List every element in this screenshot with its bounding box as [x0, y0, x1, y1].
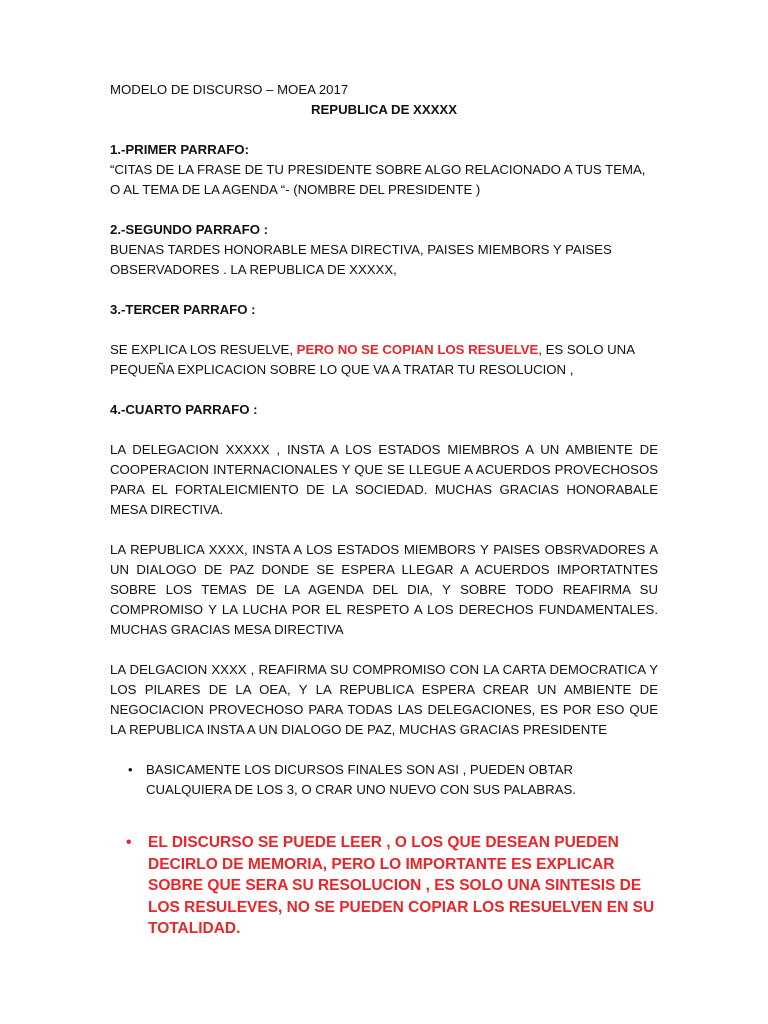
note-text-2: EL DISCURSO SE PUEDE LEER , O LOS QUE DESEAN PUEDEN DECIRLO DE MEMORIA, PERO LO IMPORTANTE ES EXPLICAR SOBRE QUE SERA SU RESOLUCION , ES SOLO UNA SINTESIS DE LOS RESULEVES, NO SE PUEDEN COPIAR LOS RESUELVEN EN SU TOTALIDAD. — [148, 834, 655, 937]
spacer — [110, 200, 658, 220]
spacer — [110, 320, 658, 340]
speech-option-3: LA DELGACION XXXX , REAFIRMA SU COMPROMISO CON LA CARTA DEMOCRATICA Y LOS PILARES DE LA OEA, Y LA REPUBLICA ESPERA CREAR UN AMBIENTE DE NEGOCIACION PROVECHOSO PARA TODAS LAS DELEGACIONES, ES POR ESO QUE LA REPUBLICA INSTA A UN DIALOGO DE PAZ, MUCHAS GRACIAS PRESIDENTE — [110, 662, 658, 737]
bullet-icon: • — [128, 762, 133, 777]
section-heading-3: 3.-TERCER PARRAFO : — [110, 302, 256, 317]
note-text-1: BASICAMENTE LOS DICURSOS FINALES SON ASI , PUEDEN OBTAR CUALQUIERA DE LOS 3, O CRAR UNO NUEVO CON SUS PALABRAS. — [146, 762, 576, 797]
document-subtitle: REPUBLICA DE XXXXX — [310, 102, 458, 117]
section-text-1: “CITAS DE LA FRASE DE TU PRESIDENTE SOBRE ALGO RELACIONADO A TUS TEMA, O AL TEMA DE LA AGENDA “- (NOMBRE DEL PRESIDENTE ) — [110, 162, 646, 197]
section-text-2: BUENAS TARDES HONORABLE MESA DIRECTIVA, PAISES MIEMBORS Y PAISES OBSERVADORES . LA REPUBLICA DE XXXXX, — [110, 242, 612, 277]
spacer — [110, 520, 658, 540]
note-item-2 — [110, 832, 658, 940]
section-text-3-start: SE EXPLICA LOS RESUELVE, — [110, 342, 297, 357]
note-item-1 — [110, 760, 658, 800]
speech-option-1: LA DELEGACION XXXXX , INSTA A LOS ESTADOS MIEMBROS A UN AMBIENTE DE COOPERACION INTERNACIONALES Y QUE SE LLEGUE A ACUERDOS PROVECHOSOS PARA EL FORTALEICMIENTO DE LA SOCIEDAD. MUCHAS GRACIAS HONORABALE MESA DIRECTIVA. — [110, 442, 658, 517]
section-text-3-warning: PERO NO SE COPIAN LOS RESUELVE — [296, 342, 539, 357]
section-heading-2: 2.-SEGUNDO PARRAFO : — [110, 222, 269, 237]
spacer — [110, 800, 658, 832]
spacer — [110, 120, 658, 140]
notes-list — [110, 760, 658, 800]
section-heading-1: 1.-PRIMER PARRAFO: — [110, 142, 249, 157]
section-heading-4: 4.-CUARTO PARRAFO : — [110, 402, 258, 417]
section-text-3-end: , ES SOLO UNA PEQUEÑA EXPLICACION SOBRE LO QUE VA A TRATAR TU RESOLUCION , — [110, 342, 635, 377]
section-text-3 — [110, 340, 658, 380]
speech-option-2: LA REPUBLICA XXXX, INSTA A LOS ESTADOS MIEMBORS Y PAISES OBSRVADORES A UN DIALOGO DE PAZ DONDE SE ESPERA LLEGAR A ACUERDOS IMPORTATNTES SOBRE LOS TEMAS DE LA AGENDA DEL DIA, Y SOBRE TODO REAFIRMA SU COMPROMISO Y LA LUCHA POR EL RESPETO A LOS DERECHOS FUNDAMENTALES. MUCHAS GRACIAS MESA DIRECTIVA — [110, 542, 658, 637]
spacer — [110, 420, 658, 440]
spacer — [110, 740, 658, 760]
spacer — [110, 280, 658, 300]
spacer — [110, 640, 658, 660]
bullet-icon: • — [126, 834, 132, 851]
spacer — [110, 380, 658, 400]
document-header-line: MODELO DE DISCURSO – MOEA 2017 — [110, 82, 349, 97]
